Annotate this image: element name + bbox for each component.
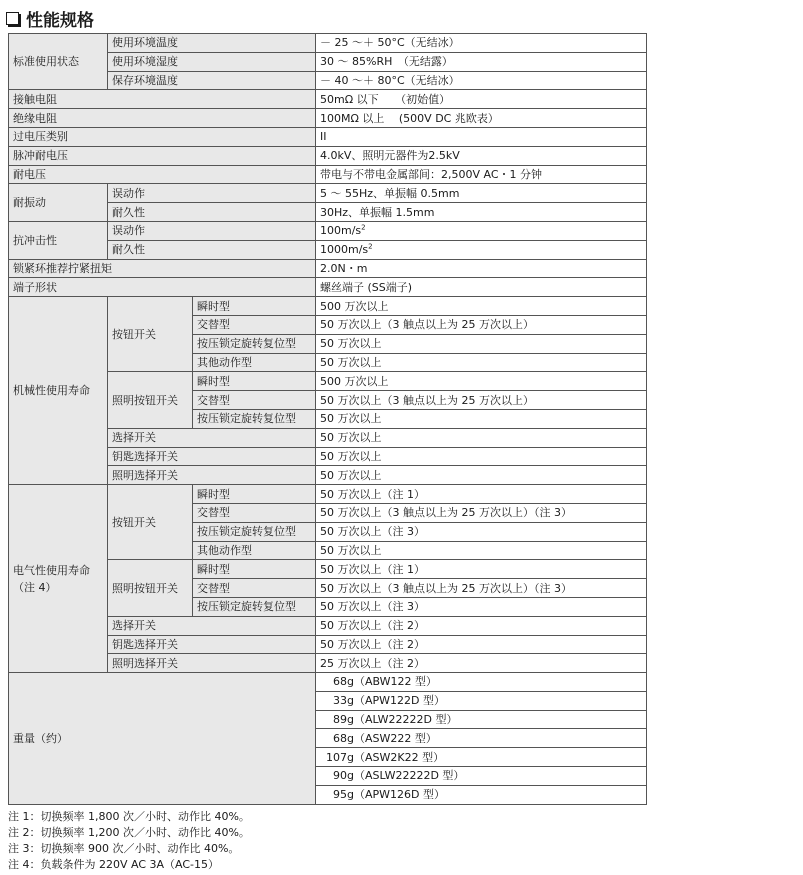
row-sublabel: 交替型 bbox=[193, 315, 316, 334]
row-sublabel: 瞬时型 bbox=[193, 485, 316, 504]
spec-table bbox=[8, 33, 647, 805]
row-value: 50 万次以上 bbox=[316, 353, 647, 372]
row-sublabel: 瞬时型 bbox=[193, 372, 316, 391]
row-value: 50 万次以上 bbox=[316, 409, 647, 428]
row-group-label: 按钮开关 bbox=[108, 297, 193, 372]
table-row bbox=[9, 485, 647, 504]
row-sublabel: 按压锁定旋转复位型 bbox=[193, 334, 316, 353]
row-sublabel: 瞬时型 bbox=[193, 297, 316, 316]
row-label: 重量（约） bbox=[9, 673, 316, 805]
row-sublabel: 交替型 bbox=[193, 503, 316, 522]
weight-value: 95g（APW126D 型） bbox=[316, 785, 647, 804]
row-label: 过电压类别 bbox=[9, 127, 316, 146]
row-value: 50 万次以上（3 触点以上为 25 万次以上） bbox=[316, 391, 647, 410]
row-value: 50 万次以上（注 1） bbox=[316, 485, 647, 504]
row-value: 50 万次以上（注 2） bbox=[316, 616, 647, 635]
table-row bbox=[9, 34, 647, 53]
row-value: 5 ～ 55Hz、单振幅 0.5mm bbox=[316, 184, 647, 203]
table-row bbox=[9, 127, 647, 146]
row-value: 50 万次以上（注 3） bbox=[316, 597, 647, 616]
row-value: 50 万次以上（3 触点以上为 25 万次以上） bbox=[316, 315, 647, 334]
table-row bbox=[9, 184, 647, 203]
row-sublabel: 误动作 bbox=[108, 184, 316, 203]
table-row bbox=[9, 259, 647, 278]
row-sublabel: 其他动作型 bbox=[193, 541, 316, 560]
row-label: 脉冲耐电压 bbox=[9, 146, 316, 165]
row-label: 端子形状 bbox=[9, 278, 316, 297]
row-label bbox=[9, 485, 108, 673]
row-value: 50 万次以上（注 1） bbox=[316, 560, 647, 579]
table-row bbox=[9, 673, 647, 692]
row-label: 耐电压 bbox=[9, 165, 316, 184]
weight-value: 89g（ALW22222D 型） bbox=[316, 710, 647, 729]
footnote: 注 2：切换频率 1,200 次／小时、动作比 40%。 bbox=[8, 826, 250, 839]
row-group-label: 照明选择开关 bbox=[108, 466, 316, 485]
table-row bbox=[9, 90, 647, 109]
row-value: 50 万次以上 bbox=[316, 466, 647, 485]
row-group-label: 按钮开关 bbox=[108, 485, 193, 560]
row-sublabel: 交替型 bbox=[193, 579, 316, 598]
row-value: 30 ～ 85%RH （无结露） bbox=[316, 52, 647, 71]
row-sublabel: 耐久性 bbox=[108, 203, 316, 222]
row-value bbox=[316, 240, 647, 259]
section-title-text: 性能规格 bbox=[26, 10, 94, 31]
row-group-label: 选择开关 bbox=[108, 428, 316, 447]
row-value: － 25 ～＋ 50°C（无结冰） bbox=[316, 34, 647, 53]
row-value: 50 万次以上（注 3） bbox=[316, 522, 647, 541]
row-value: 50 万次以上（注 2） bbox=[316, 635, 647, 654]
row-label: 接触电阻 bbox=[9, 90, 316, 109]
row-group-label: 照明选择开关 bbox=[108, 654, 316, 673]
row-label-line2: （注 4） bbox=[13, 580, 57, 594]
row-value: 50mΩ 以下 （初始值） bbox=[316, 90, 647, 109]
value-text: 1000m/s bbox=[320, 243, 369, 257]
table-row bbox=[9, 278, 647, 297]
footnotes bbox=[8, 809, 250, 873]
superscript: 2 bbox=[361, 223, 366, 232]
row-value bbox=[316, 221, 647, 240]
row-group-label: 照明按钮开关 bbox=[108, 560, 193, 616]
row-value: 2.0N・m bbox=[316, 259, 647, 278]
row-label: 机械性使用寿命 bbox=[9, 297, 108, 485]
table-row bbox=[9, 221, 647, 240]
row-value: 4.0kV、照明元器件为2.5kV bbox=[316, 146, 647, 165]
row-sublabel: 误动作 bbox=[108, 221, 316, 240]
row-sublabel: 保存环境温度 bbox=[108, 71, 316, 90]
row-label: 抗冲击性 bbox=[9, 221, 108, 259]
weight-value: 33g（APW122D 型） bbox=[316, 691, 647, 710]
row-label: 耐振动 bbox=[9, 184, 108, 222]
table-row bbox=[9, 297, 647, 316]
row-sublabel: 瞬时型 bbox=[193, 560, 316, 579]
row-value: 50 万次以上（3 触点以上为 25 万次以上）（注 3） bbox=[316, 503, 647, 522]
row-sublabel: 按压锁定旋转复位型 bbox=[193, 409, 316, 428]
superscript: 2 bbox=[368, 242, 373, 251]
row-value: 50 万次以上（3 触点以上为 25 万次以上）（注 3） bbox=[316, 579, 647, 598]
row-group-label: 钥匙选择开关 bbox=[108, 447, 316, 466]
row-value: 500 万次以上 bbox=[316, 372, 647, 391]
row-group-label: 照明按钮开关 bbox=[108, 372, 193, 428]
row-value: 50 万次以上 bbox=[316, 334, 647, 353]
row-sublabel: 按压锁定旋转复位型 bbox=[193, 597, 316, 616]
row-label-line1: 电气性使用寿命 bbox=[13, 563, 90, 577]
row-value: 50 万次以上 bbox=[316, 541, 647, 560]
row-value: 100MΩ 以上 (500V DC 兆欧表） bbox=[316, 109, 647, 128]
footnote: 注 4：负载条件为 220V AC 3A（AC-15） bbox=[8, 858, 220, 871]
row-label: 锁紧环推荐拧紧扭矩 bbox=[9, 259, 316, 278]
value-text: 100m/s bbox=[320, 224, 362, 238]
row-label: 绝缘电阻 bbox=[9, 109, 316, 128]
row-value: 带电与不带电金属部间：2,500V AC・1 分钟 bbox=[316, 165, 647, 184]
row-sublabel: 按压锁定旋转复位型 bbox=[193, 522, 316, 541]
row-sublabel: 耐久性 bbox=[108, 240, 316, 259]
table-row bbox=[9, 146, 647, 165]
row-sublabel: 使用环境温度 bbox=[108, 34, 316, 53]
footnote: 注 3：切换频率 900 次／小时、动作比 40%。 bbox=[8, 842, 240, 855]
row-value: － 40 ～＋ 80°C（无结冰） bbox=[316, 71, 647, 90]
row-group-label: 选择开关 bbox=[108, 616, 316, 635]
table-row bbox=[9, 165, 647, 184]
row-sublabel: 使用环境湿度 bbox=[108, 52, 316, 71]
row-value: II bbox=[316, 127, 647, 146]
row-value: 500 万次以上 bbox=[316, 297, 647, 316]
row-value: 50 万次以上 bbox=[316, 447, 647, 466]
section-title bbox=[6, 4, 94, 32]
footnote: 注 1：切换频率 1,800 次／小时、动作比 40%。 bbox=[8, 810, 250, 823]
row-value: 25 万次以上（注 2） bbox=[316, 654, 647, 673]
weight-value: 90g（ASLW22222D 型） bbox=[316, 767, 647, 786]
row-value: 50 万次以上 bbox=[316, 428, 647, 447]
checkbox-square-icon bbox=[6, 12, 19, 25]
weight-value: 68g（ASW222 型） bbox=[316, 729, 647, 748]
row-group-label: 钥匙选择开关 bbox=[108, 635, 316, 654]
row-value: 螺丝端子 (SS端子) bbox=[316, 278, 647, 297]
weight-value: 68g（ABW122 型） bbox=[316, 673, 647, 692]
row-label: 标准使用状态 bbox=[9, 34, 108, 90]
table-row bbox=[9, 109, 647, 128]
row-sublabel: 交替型 bbox=[193, 391, 316, 410]
row-value: 30Hz、单振幅 1.5mm bbox=[316, 203, 647, 222]
weight-value: 107g（ASW2K22 型） bbox=[316, 748, 647, 767]
row-sublabel: 其他动作型 bbox=[193, 353, 316, 372]
